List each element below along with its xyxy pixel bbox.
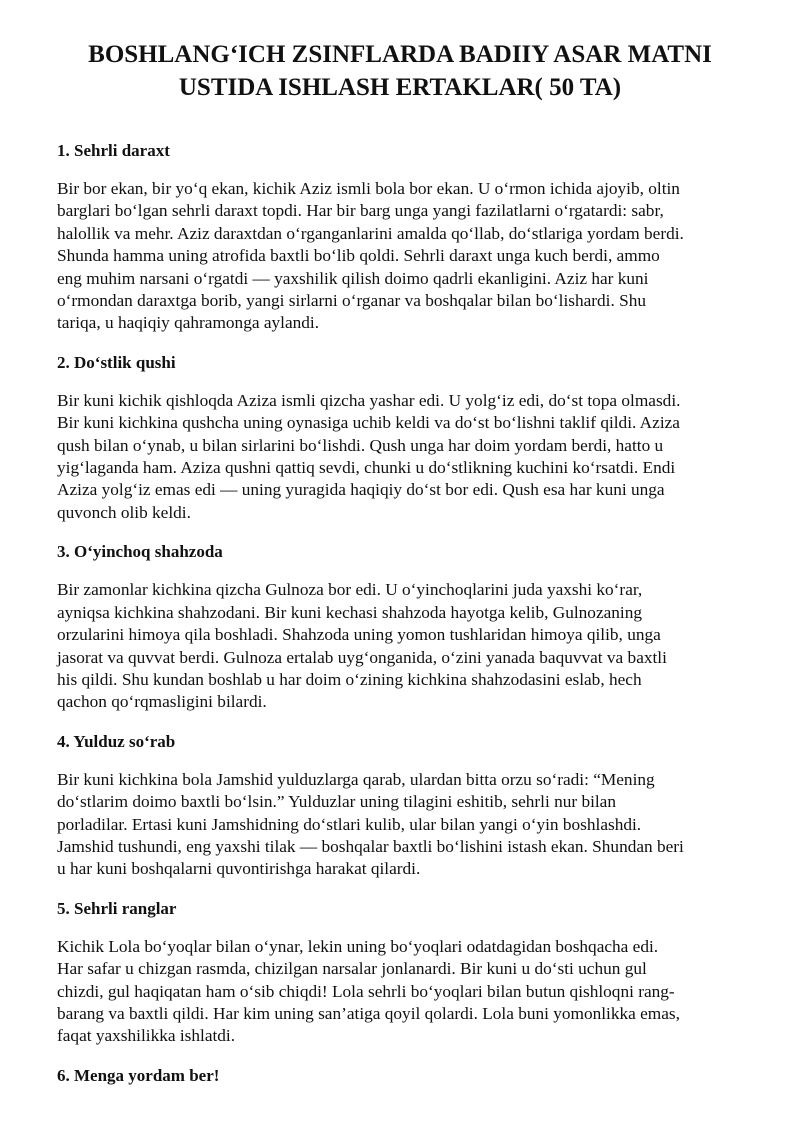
section-heading: 2. Do‘stlik qushi <box>57 352 176 372</box>
paragraph-line: Bir bor ekan, bir yo‘q ekan, kichik Aziz ismli bola bor ekan. U o‘rmon ichida ajoyib, oltin <box>57 179 680 198</box>
paragraph-line: qush bilan o‘ynab, u bilan sirlarini bo‘lishdi. Qush unga har doim yordam berdi, hatto u <box>57 435 664 455</box>
paragraph-line: Kichik Lola bo‘yoqlar bilan o‘ynar, lekin uning bo‘yoqlari odatdagidan boshqacha edi. <box>57 936 659 956</box>
paragraph-line: Jamshid tushundi, eng yaxshi tilak — boshqalar baxtli bo‘lishini istash ekan. Shundan beri <box>57 836 684 856</box>
paragraph-line: u har kuni boshqalarni quvontirishga harakat qilardi. <box>57 859 421 879</box>
paragraph-line: halollik va mehr. Aziz daraxtdan o‘rganganlarini amalda qo‘llab, do‘stlariga yordam berdi. <box>57 223 684 243</box>
paragraph-line: yig‘laganda ham. Aziza qushni qattiq sevdi, chunki u do‘stlikning kuchini ko‘rsatdi. Endi <box>57 458 676 478</box>
title-line-2: USTIDA ISHLASH ERTAKLAR( 50 TA) <box>178 74 622 101</box>
section-paragraph <box>57 936 743 1048</box>
paragraph-line: barglari bo‘lgan sehrli daraxt topdi. Har bir barg unga yangi fazilatlarni o‘rgatardi: sabr, <box>57 201 664 221</box>
section-heading: 3. O‘yinchoq shahzoda <box>57 542 223 562</box>
sections-container <box>57 140 743 1087</box>
paragraph-line: faqat yaxshilikka ishlatdi. <box>57 1026 236 1046</box>
story-section <box>57 731 743 881</box>
paragraph-line: his qildi. Shu kundan boshlab u har doim o‘zining kichkina shahzodasini eslab, hech <box>57 669 642 689</box>
paragraph-line: Shunda hamma uning atrofida baxtli bo‘lib qoldi. Sehrli daraxt unga kuch berdi, ammo <box>57 246 660 266</box>
story-section <box>57 541 743 713</box>
paragraph-line: chizdi, gul haqiqatan ham o‘sib chiqdi! Lola sehrli bo‘yoqlari bilan butun qishloqni rang- <box>57 981 675 1001</box>
section-heading: 4. Yulduz so‘rab <box>57 731 176 751</box>
document-title <box>57 38 743 104</box>
document-page <box>57 38 743 1103</box>
paragraph-line: quvonch olib keldi. <box>57 502 191 522</box>
section-paragraph <box>57 390 743 524</box>
title-line-1: BOSHLANG‘ICH ZSINFLARDA BADIIY ASAR MATNI <box>88 41 712 68</box>
paragraph-line: Har safar u chizgan rasmda, chizilgan narsalar jonlanardi. Bir kuni u do‘sti uchun gul <box>57 959 647 979</box>
section-paragraph <box>57 769 743 881</box>
paragraph-line: orzularini himoya qila boshladi. Shahzoda uning yomon tushlaridan himoya qilib, unga <box>57 625 661 645</box>
section-paragraph <box>57 178 743 335</box>
story-section <box>57 352 743 524</box>
paragraph-line: ayniqsa kichkina shahzodani. Bir kuni kechasi shahzoda hayotga kelib, Gulnozaning <box>57 602 643 622</box>
paragraph-line: barang va baxtli qildi. Har kim uning san’atiga qoyil qolardi. Lola buni yomonlikka emas, <box>57 1003 680 1023</box>
section-heading: 1. Sehrli daraxt <box>57 141 170 160</box>
story-section <box>57 1065 743 1087</box>
paragraph-line: Bir zamonlar kichkina qizcha Gulnoza bor edi. U o‘yinchoqlarini juda yaxshi ko‘rar, <box>57 580 643 600</box>
story-section <box>57 140 743 335</box>
paragraph-line: Bir kuni kichkina bola Jamshid yulduzlarga qarab, ulardan bitta orzu so‘radi: “Mening <box>57 769 655 789</box>
paragraph-line: qachon qo‘rqmasligini bilardi. <box>57 692 267 712</box>
story-section <box>57 898 743 1048</box>
paragraph-line: Aziza yolg‘iz emas edi — uning yuragida haqiqiy do‘st bor edi. Qush esa har kuni unga <box>57 480 665 500</box>
paragraph-line: jasorat va quvvat berdi. Gulnoza ertalab uyg‘onganida, o‘zini yanada baquvvat va baxtli <box>57 647 667 667</box>
paragraph-line: do‘stlarim doimo baxtli bo‘lsin.” Yulduzlar uning tilagini eshitib, sehrli nur bilan <box>57 792 616 812</box>
paragraph-line: Bir kuni kichkina qushcha uning oynasiga uchib keldi va do‘st bo‘lishni taklif qildi. Aziza <box>57 413 680 433</box>
section-paragraph <box>57 579 743 713</box>
paragraph-line: tariqa, u haqiqiy qahramonga aylandi. <box>57 313 320 333</box>
paragraph-line: Bir kuni kichik qishloqda Aziza ismli qizcha yashar edi. U yolg‘iz edi, do‘st topa olmasdi. <box>57 390 681 410</box>
section-heading: 6. Menga yordam ber! <box>57 1065 220 1085</box>
paragraph-line: porladilar. Ertasi kuni Jamshidning do‘stlari kulib, ular bilan yangi o‘yin boshlashdi. <box>57 814 642 834</box>
section-heading: 5. Sehrli ranglar <box>57 898 177 918</box>
paragraph-line: o‘rmondan daraxtga borib, yangi sirlarni o‘rganar va boshqalar bilan bo‘lishardi. Shu <box>57 291 647 311</box>
paragraph-line: eng muhim narsani o‘rgatdi — yaxshilik qilish doimo qadrli ekanligini. Aziz har kuni <box>57 268 649 288</box>
